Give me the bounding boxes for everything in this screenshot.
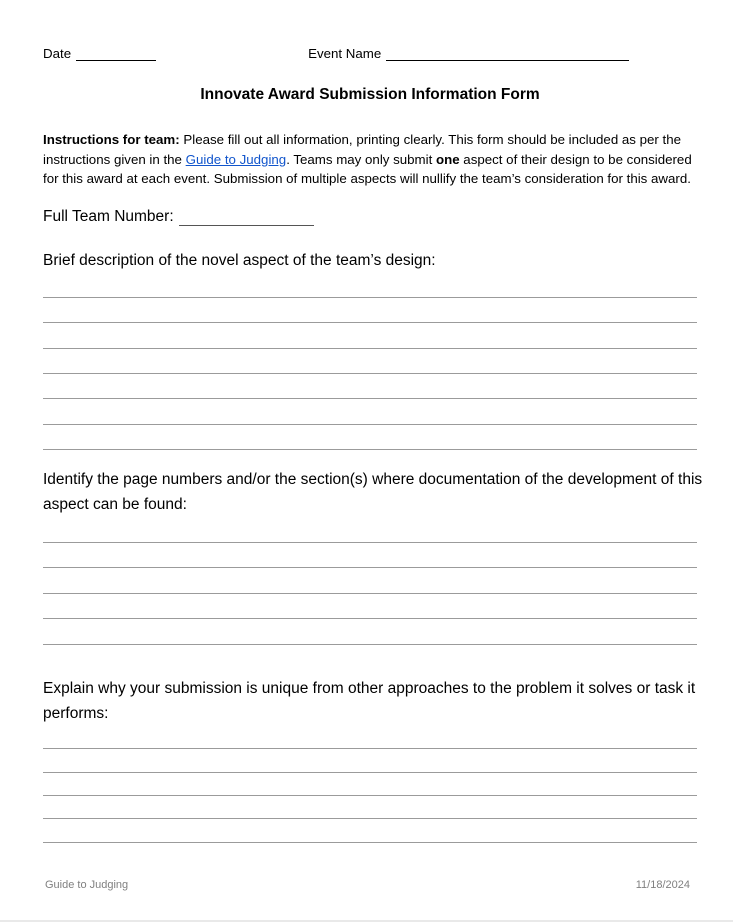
team-number-label: Full Team Number: [43,207,174,225]
ruled-line[interactable] [43,773,697,796]
footer-document-name: Guide to Judging [45,879,129,891]
ruled-line[interactable] [43,543,697,569]
ruled-line[interactable] [43,749,697,772]
event-name-blank[interactable] [386,46,629,61]
ruled-line[interactable] [43,619,697,645]
section-heading-page-numbers: Identify the page numbers and/or the section(s) where documentation of the development of this aspect can be found: [43,471,703,514]
header-row [43,44,697,61]
page-title: Innovate Award Submission Information Form [200,86,540,103]
instructions-paragraph [43,130,703,189]
instructions-text-2: . Teams may only submit [286,151,436,167]
page-footer [45,879,690,891]
ruled-line[interactable] [43,568,697,594]
section-heading-brief-description: Brief description of the novel aspect of the team’s design: [43,251,436,269]
date-blank[interactable] [76,46,156,61]
answer-lines-page-numbers [43,517,697,645]
footer-date: 11/18/2024 [635,879,690,891]
team-number-field-group [43,206,697,226]
date-field-group [43,46,156,61]
answer-lines-brief-description [43,273,697,451]
ruled-line[interactable] [43,726,697,749]
ruled-line[interactable] [43,796,697,819]
ruled-line[interactable] [43,374,697,399]
section-heading-unique-explanation: Explain why your submission is unique from other approaches to the problem it solves or task it performs: [43,679,696,722]
ruled-line[interactable] [43,298,697,323]
ruled-line[interactable] [43,819,697,842]
instructions-bold-prefix: Instructions for team: [43,132,180,147]
ruled-line[interactable] [43,517,697,543]
answer-lines-unique-explanation [43,726,697,843]
event-name-label: Event Name [308,46,382,61]
guide-to-judging-link[interactable]: Guide to Judging [185,151,287,167]
ruled-line[interactable] [43,594,697,620]
ruled-line[interactable] [43,273,697,298]
instructions-bold-one: one [435,151,460,167]
ruled-line[interactable] [43,323,697,348]
team-number-blank[interactable] [179,211,314,226]
event-name-field-group [308,46,629,61]
date-label: Date [43,46,72,61]
ruled-line[interactable] [43,425,697,450]
instructions-text-1: Please fill out all information, printing clearly. This form should be included as per the instructions given in the [43,132,682,167]
ruled-line[interactable] [43,399,697,424]
instructions-text-3: aspect of their design to be considered for this award at each event. Submission of multiple aspects will nullify the team’s consideration for this award. [43,151,692,186]
ruled-line[interactable] [43,349,697,374]
